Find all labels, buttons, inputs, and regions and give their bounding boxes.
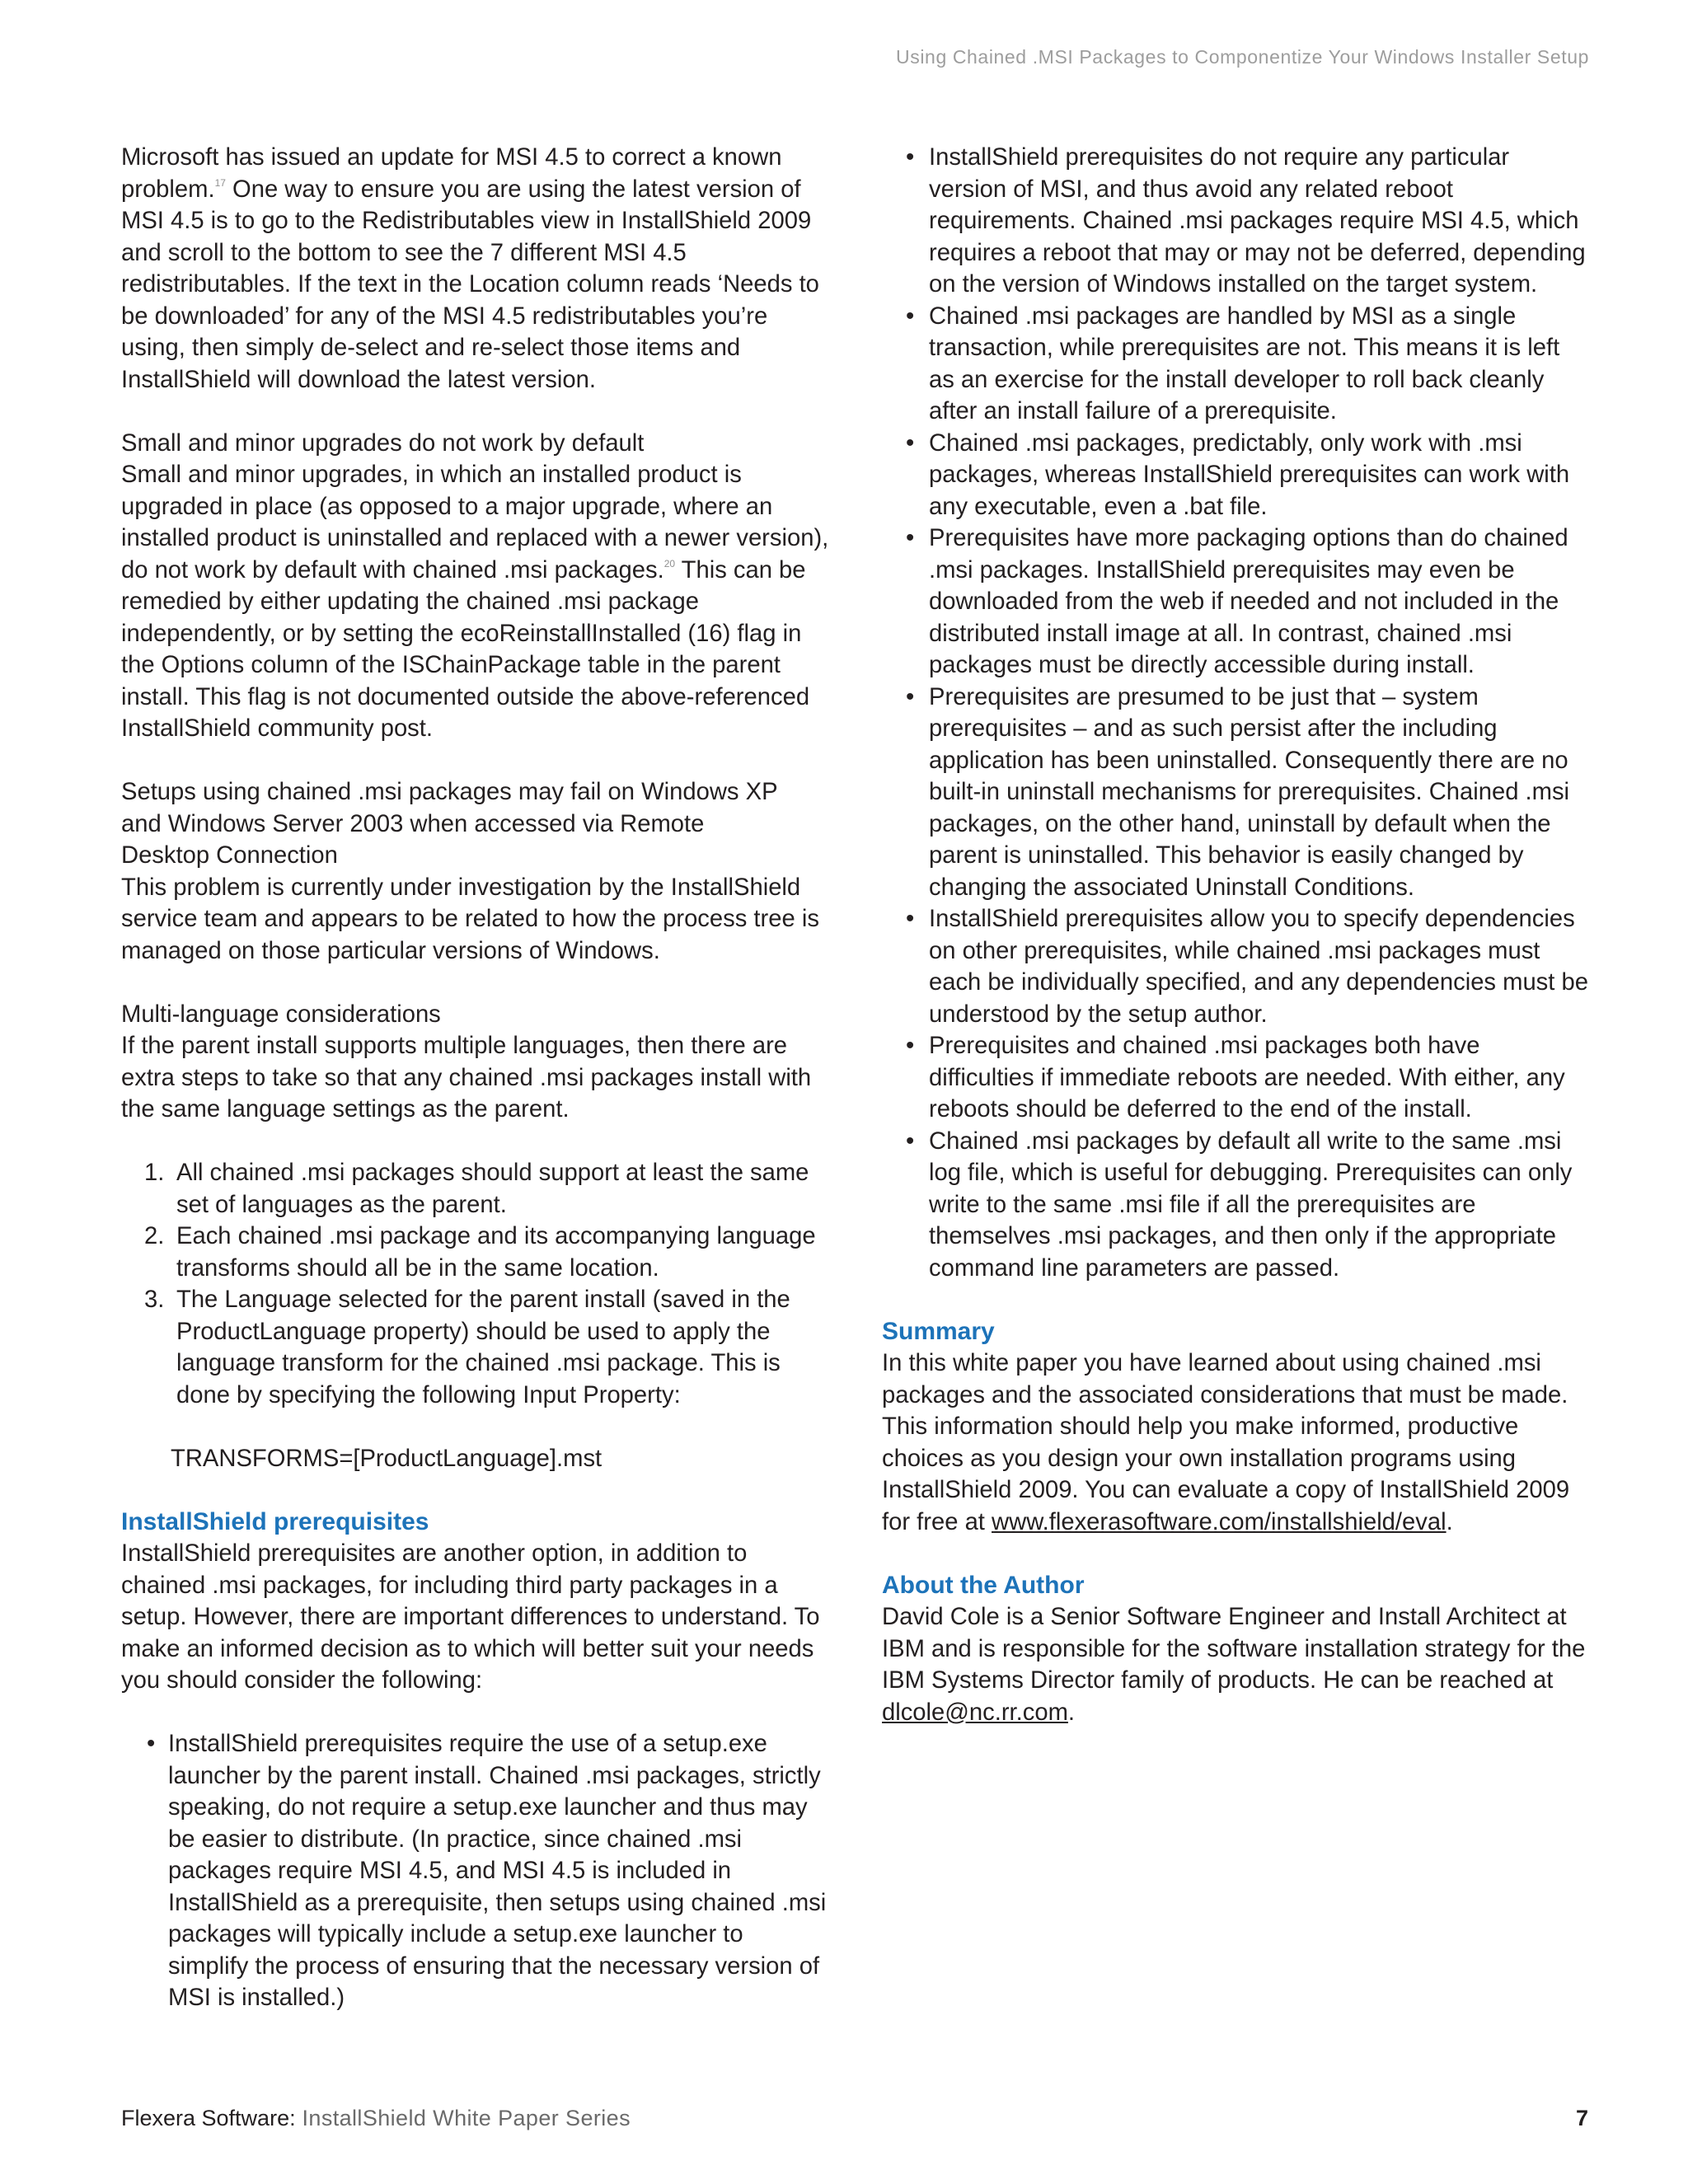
upgrades-text-cont: This can be remedied by either updating the chained .msi package independently, or by setting the ecoReinstallInstalled (16) flag in the Options column of the ISChainPackage table in the parent install. This flag is not documented outside the above-referenced InstallShield community post.: [121, 556, 810, 742]
upgrades-heading: Small and minor upgrades do not work by default: [121, 429, 645, 457]
email-link[interactable]: dlcole@nc.rr.com: [882, 1699, 1068, 1726]
list-item: [121, 1221, 830, 1284]
author-paragraph: [882, 1601, 1591, 1728]
summary-text: In this white paper you have learned about using chained .msi packages and the associated considerations that must be made. This information should help you make informed, productive choices as you design your own installation programs using InstallShield 2009. You can evaluate a copy of InstallShield 2009 for free at: [882, 1350, 1570, 1535]
list-item: • Chained .msi packages by default all write to the same .msi log file, which is useful for debugging. Prerequisites can only write to the same .msi file if all the prerequisites are themselves .msi packages, and then only if the appropriate command line parameters are passed.: [882, 1126, 1591, 1285]
list-item: • Prerequisites and chained .msi packages both have difficulties if immediate reboots are needed. With either, any reboots should be deferred to the end of the install.: [882, 1030, 1591, 1126]
summary-paragraph: [882, 1347, 1591, 1538]
step-text: Each chained .msi package and its accompanying language transforms should all be in the same location.: [176, 1223, 816, 1282]
upgrades-paragraph: [121, 459, 830, 745]
right-column: [882, 142, 1591, 1728]
multilang-steps: [121, 1157, 830, 1411]
author-text: David Cole is a Senior Software Engineer and Install Architect at IBM and is responsible for the software installation strategy for the IBM Systems Director family of products. He can be reached at: [882, 1604, 1586, 1694]
prereq-heading: InstallShield prerequisites: [121, 1507, 429, 1535]
list-item: [121, 1284, 830, 1411]
list-item: [121, 1157, 830, 1221]
prereq-paragraph: InstallShield prerequisites are another option, in addition to chained .msi packages, for including third party packages in a setup. However, there are important differences to understand. To make an informed decision as to which will better suit your needs you should consider the following:: [121, 1540, 820, 1694]
intro-paragraph: [121, 142, 830, 396]
comparison-bullets: [882, 142, 1591, 1284]
footer-series: InstallShield White Paper Series: [295, 2106, 631, 2130]
left-column: [121, 142, 830, 2014]
code-sample: TRANSFORMS=[ProductLanguage].mst: [171, 1445, 603, 1472]
step-text: All chained .msi packages should support at least the same set of languages as the parent.: [176, 1160, 809, 1218]
summary-heading: Summary: [882, 1317, 995, 1345]
step-number: 3.: [144, 1286, 165, 1313]
page-number: 7: [1575, 2106, 1588, 2130]
prereq-bullets: [121, 1728, 830, 2014]
eval-link[interactable]: www.flexerasoftware.com/installshield/eval: [992, 1508, 1447, 1535]
footer: [121, 2106, 631, 2131]
list-item: • Prerequisites have more packaging options than do chained .msi packages. InstallShield prerequisites may even be downloaded from the web if needed and not included in the distributed install image at all. In contrast, chained .msi packages must be directly accessible during install.: [882, 523, 1591, 682]
footnote-ref: 20: [663, 557, 676, 569]
multilang-heading: Multi-language considerations: [121, 1001, 441, 1028]
footnote-ref: 17: [214, 176, 226, 189]
running-header: Using Chained .MSI Packages to Componentize Your Windows Installer Setup: [896, 46, 1589, 68]
list-item: • Prerequisites are presumed to be just that – system prerequisites – and as such persist after the including application has been uninstalled. Consequently there are no built-in uninstall mechanisms for prerequisites. Chained .msi packages, on the other hand, uninstall by default when the parent is uninstalled. This behavior is easily changed by changing the associated Uninstall Conditions.: [882, 682, 1591, 904]
remote-heading: Setups using chained .msi packages may fail on Windows XP and Windows Server 2003 when accessed via Remote Desktop Connection: [121, 779, 778, 869]
list-item: • InstallShield prerequisites do not require any particular version of MSI, and thus avoid any related reboot requirements. Chained .msi packages require MSI 4.5, which requires a reboot that may or may not be deferred, depending on the version of Windows installed on the target system.: [882, 142, 1591, 301]
list-item: • Chained .msi packages, predictably, only work with .msi packages, whereas InstallShield prerequisites can work with any executable, even a .bat file.: [882, 428, 1591, 523]
upgrades-text: Small and minor upgrades, in which an installed product is upgraded in place (as opposed to a major upgrade, where an installed product is uninstalled and replaced with a newer version), do not work by default with chained .msi packages.: [121, 462, 829, 583]
list-item: • Chained .msi packages are handled by MSI as a single transaction, while prerequisites are not. This means it is left as an exercise for the install developer to roll back cleanly after an install failure of a prerequisite.: [882, 301, 1591, 428]
step-number: 2.: [144, 1223, 165, 1249]
intro-text-cont: One way to ensure you are using the latest version of MSI 4.5 is to go to the Redistributables view in InstallShield 2009 and scroll to the bottom to see the 7 different MSI 4.5 redistributables. If the text in the Location column reads ‘Needs to be downloaded’ for any of the MSI 4.5 redistributables you’re using, then simply de-select and re-select those items and InstallShield will download the latest version.: [121, 176, 819, 393]
multilang-paragraph: If the parent install supports multiple languages, then there are extra steps to take so that any chained .msi packages install with the same language settings as the parent.: [121, 1033, 812, 1122]
author-heading: About the Author: [882, 1571, 1085, 1599]
step-text: The Language selected for the parent install (saved in the ProductLanguage property) should be used to apply the language transform for the chained .msi package. This is done by specifying the following Input Property:: [176, 1286, 790, 1408]
intro-text: Microsoft has issued an update for MSI 4.5 to correct a known problem.: [121, 144, 782, 203]
author-text-end: .: [1067, 1699, 1076, 1726]
step-number: 1.: [144, 1160, 165, 1186]
footer-company: Flexera Software:: [121, 2106, 296, 2130]
remote-paragraph: This problem is currently under investigation by the InstallShield service team and appears to be related to how the process tree is managed on those particular versions of Windows.: [121, 874, 819, 964]
summary-text-end: .: [1446, 1508, 1453, 1535]
list-item: • InstallShield prerequisites require the use of a setup.exe launcher by the parent install. Chained .msi packages, strictly speaking, do not require a setup.exe launcher and thus may be easier to distribute. (In practice, since chained .msi packages require MSI 4.5, and MSI 4.5 is included in InstallShield as a prerequisite, then setups using chained .msi packages will typically include a setup.exe launcher to simplify the process of ensuring that the necessary version of MSI is installed.): [121, 1728, 830, 2014]
list-item: • InstallShield prerequisites allow you to specify dependencies on other prerequisites, while chained .msi packages must each be individually specified, and any dependencies must be understood by the setup author.: [882, 903, 1591, 1030]
